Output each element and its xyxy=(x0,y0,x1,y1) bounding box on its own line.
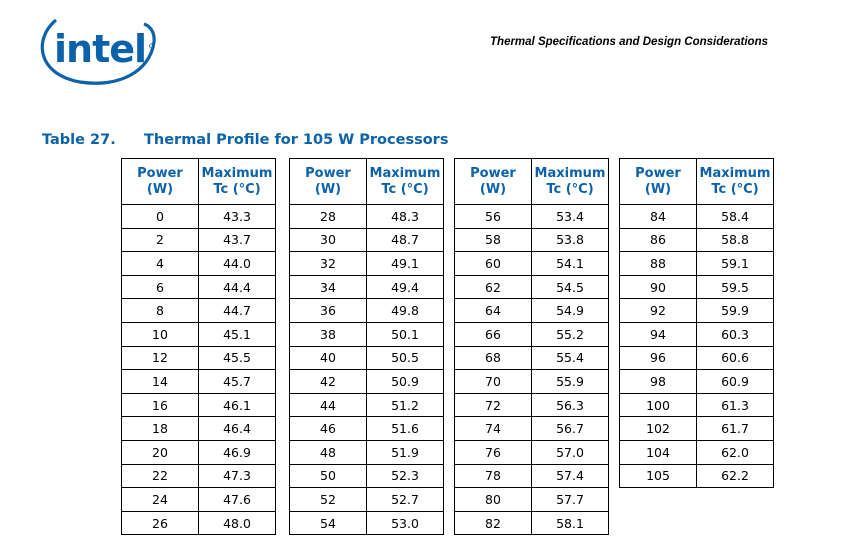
table-row xyxy=(455,511,609,535)
table-row xyxy=(122,228,276,252)
max-tc-cell: 58.4 xyxy=(697,205,774,229)
power-cell: 46 xyxy=(290,417,367,441)
table-row xyxy=(290,464,444,488)
power-column-header xyxy=(455,159,532,205)
power-cell: 36 xyxy=(290,299,367,323)
table-row xyxy=(290,346,444,370)
power-column-header-line: (W) xyxy=(146,181,174,197)
max-tc-column-header-line: Maximum xyxy=(699,165,771,181)
table-row xyxy=(620,346,774,370)
power-cell: 52 xyxy=(290,488,367,512)
thermal-profile-table-3 xyxy=(454,158,609,535)
power-cell: 14 xyxy=(122,370,199,394)
power-cell: 8 xyxy=(122,299,199,323)
power-cell: 6 xyxy=(122,275,199,299)
table-row xyxy=(122,417,276,441)
max-tc-cell: 44.7 xyxy=(199,299,276,323)
max-tc-cell: 45.5 xyxy=(199,346,276,370)
power-cell: 0 xyxy=(122,205,199,229)
table-header-row xyxy=(122,159,276,205)
power-cell: 102 xyxy=(620,417,697,441)
table-row xyxy=(620,370,774,394)
table-row xyxy=(290,370,444,394)
max-tc-cell: 62.0 xyxy=(697,440,774,464)
max-tc-cell: 45.1 xyxy=(199,322,276,346)
table-row xyxy=(122,440,276,464)
table-row xyxy=(620,440,774,464)
max-tc-cell: 59.1 xyxy=(697,252,774,276)
table-row xyxy=(122,488,276,512)
table-row xyxy=(290,440,444,464)
power-column-header-line: (W) xyxy=(644,181,672,197)
table-row xyxy=(122,346,276,370)
power-column-header-line: (W) xyxy=(479,181,507,197)
power-cell: 90 xyxy=(620,275,697,299)
table-row xyxy=(455,440,609,464)
power-cell: 62 xyxy=(455,275,532,299)
max-tc-cell: 45.7 xyxy=(199,370,276,394)
thermal-profile-table-4 xyxy=(619,158,774,488)
power-column-header xyxy=(122,159,199,205)
max-tc-cell: 47.3 xyxy=(199,464,276,488)
table-row xyxy=(455,275,609,299)
table-header-row xyxy=(620,159,774,205)
max-tc-cell: 44.4 xyxy=(199,275,276,299)
max-tc-column-header-line: Tc (°C) xyxy=(546,181,594,197)
table-row xyxy=(455,393,609,417)
table-row xyxy=(455,205,609,229)
power-cell: 80 xyxy=(455,488,532,512)
power-cell: 68 xyxy=(455,346,532,370)
table-row xyxy=(122,393,276,417)
table-row xyxy=(290,488,444,512)
table-row xyxy=(620,299,774,323)
max-tc-cell: 47.6 xyxy=(199,488,276,512)
table-header-row xyxy=(455,159,609,205)
power-cell: 78 xyxy=(455,464,532,488)
max-tc-column-header xyxy=(532,159,609,205)
max-tc-cell: 49.8 xyxy=(367,299,444,323)
table-row xyxy=(455,370,609,394)
power-cell: 100 xyxy=(620,393,697,417)
power-cell: 24 xyxy=(122,488,199,512)
max-tc-cell: 54.1 xyxy=(532,252,609,276)
power-column-header xyxy=(620,159,697,205)
power-cell: 26 xyxy=(122,511,199,535)
power-cell: 94 xyxy=(620,322,697,346)
document-header-title: Thermal Specifications and Design Considerations xyxy=(490,36,768,48)
max-tc-cell: 53.4 xyxy=(532,205,609,229)
max-tc-cell: 51.6 xyxy=(367,417,444,441)
max-tc-cell: 59.9 xyxy=(697,299,774,323)
max-tc-cell: 51.2 xyxy=(367,393,444,417)
max-tc-cell: 52.3 xyxy=(367,464,444,488)
table-row xyxy=(122,464,276,488)
power-cell: 54 xyxy=(290,511,367,535)
table-row xyxy=(620,275,774,299)
table-row xyxy=(122,275,276,299)
max-tc-cell: 55.4 xyxy=(532,346,609,370)
intel-logo-text: intel xyxy=(54,27,147,71)
max-tc-cell: 58.1 xyxy=(532,511,609,535)
table-row xyxy=(290,393,444,417)
table-header-row xyxy=(290,159,444,205)
table-row xyxy=(455,346,609,370)
table-row xyxy=(455,322,609,346)
max-tc-column-header-line: Tc (°C) xyxy=(213,181,261,197)
table-row xyxy=(122,322,276,346)
table-row xyxy=(620,464,774,488)
table-row xyxy=(290,252,444,276)
power-cell: 20 xyxy=(122,440,199,464)
thermal-profile-table-2 xyxy=(289,158,444,535)
max-tc-cell: 59.5 xyxy=(697,275,774,299)
power-cell: 96 xyxy=(620,346,697,370)
power-cell: 10 xyxy=(122,322,199,346)
table-row xyxy=(290,299,444,323)
power-cell: 18 xyxy=(122,417,199,441)
power-cell: 42 xyxy=(290,370,367,394)
power-column-header-line: Power xyxy=(305,165,351,181)
power-cell: 72 xyxy=(455,393,532,417)
table-row xyxy=(290,228,444,252)
power-cell: 92 xyxy=(620,299,697,323)
power-cell: 34 xyxy=(290,275,367,299)
max-tc-cell: 52.7 xyxy=(367,488,444,512)
thermal-profile-table-1 xyxy=(121,158,276,535)
power-cell: 84 xyxy=(620,205,697,229)
table-row xyxy=(290,322,444,346)
max-tc-cell: 60.6 xyxy=(697,346,774,370)
max-tc-cell: 50.5 xyxy=(367,346,444,370)
power-cell: 38 xyxy=(290,322,367,346)
power-cell: 50 xyxy=(290,464,367,488)
max-tc-column-header-line: Tc (°C) xyxy=(711,181,759,197)
max-tc-cell: 51.9 xyxy=(367,440,444,464)
table-row xyxy=(290,417,444,441)
table-row xyxy=(290,511,444,535)
table-row xyxy=(290,205,444,229)
power-cell: 74 xyxy=(455,417,532,441)
power-cell: 86 xyxy=(620,228,697,252)
table-row xyxy=(620,252,774,276)
power-cell: 28 xyxy=(290,205,367,229)
max-tc-cell: 54.9 xyxy=(532,299,609,323)
max-tc-cell: 53.0 xyxy=(367,511,444,535)
max-tc-column-header-line: Tc (°C) xyxy=(381,181,429,197)
max-tc-cell: 57.4 xyxy=(532,464,609,488)
max-tc-cell: 62.2 xyxy=(697,464,774,488)
power-cell: 105 xyxy=(620,464,697,488)
power-cell: 104 xyxy=(620,440,697,464)
max-tc-cell: 61.3 xyxy=(697,393,774,417)
max-tc-cell: 48.7 xyxy=(367,228,444,252)
max-tc-cell: 54.5 xyxy=(532,275,609,299)
table-row xyxy=(620,322,774,346)
table-row xyxy=(455,252,609,276)
table-row xyxy=(620,393,774,417)
table-row xyxy=(122,205,276,229)
max-tc-cell: 50.9 xyxy=(367,370,444,394)
power-cell: 64 xyxy=(455,299,532,323)
max-tc-cell: 46.1 xyxy=(199,393,276,417)
max-tc-cell: 57.0 xyxy=(532,440,609,464)
power-cell: 40 xyxy=(290,346,367,370)
max-tc-column-header-line: Maximum xyxy=(534,165,606,181)
max-tc-cell: 55.9 xyxy=(532,370,609,394)
max-tc-column-header-line: Maximum xyxy=(201,165,273,181)
power-cell: 56 xyxy=(455,205,532,229)
power-cell: 22 xyxy=(122,464,199,488)
power-column-header-line: Power xyxy=(470,165,516,181)
power-cell: 76 xyxy=(455,440,532,464)
power-cell: 98 xyxy=(620,370,697,394)
max-tc-cell: 48.3 xyxy=(367,205,444,229)
table-caption xyxy=(42,132,448,148)
max-tc-cell: 48.0 xyxy=(199,511,276,535)
power-cell: 82 xyxy=(455,511,532,535)
max-tc-cell: 61.7 xyxy=(697,417,774,441)
table-row xyxy=(122,511,276,535)
power-column-header-line: Power xyxy=(635,165,681,181)
max-tc-cell: 49.4 xyxy=(367,275,444,299)
table-row xyxy=(455,488,609,512)
power-cell: 2 xyxy=(122,228,199,252)
power-cell: 58 xyxy=(455,228,532,252)
table-title: Thermal Profile for 105 W Processors xyxy=(144,132,449,148)
max-tc-cell: 53.8 xyxy=(532,228,609,252)
max-tc-cell: 58.8 xyxy=(697,228,774,252)
max-tc-cell: 50.1 xyxy=(367,322,444,346)
table-row xyxy=(455,299,609,323)
max-tc-cell: 44.0 xyxy=(199,252,276,276)
table-row xyxy=(290,275,444,299)
table-number: Table 27. xyxy=(42,132,116,148)
max-tc-cell: 60.9 xyxy=(697,370,774,394)
max-tc-cell: 43.3 xyxy=(199,205,276,229)
power-cell: 66 xyxy=(455,322,532,346)
table-row xyxy=(455,417,609,441)
max-tc-cell: 56.3 xyxy=(532,393,609,417)
max-tc-cell: 43.7 xyxy=(199,228,276,252)
table-row xyxy=(122,299,276,323)
max-tc-column-header-line: Maximum xyxy=(369,165,441,181)
max-tc-cell: 49.1 xyxy=(367,252,444,276)
power-column-header xyxy=(290,159,367,205)
table-row xyxy=(455,228,609,252)
max-tc-cell: 46.9 xyxy=(199,440,276,464)
table-row xyxy=(122,252,276,276)
table-row xyxy=(620,205,774,229)
table-row xyxy=(455,464,609,488)
max-tc-column-header xyxy=(697,159,774,205)
max-tc-column-header xyxy=(367,159,444,205)
power-column-header-line: (W) xyxy=(314,181,342,197)
table-row xyxy=(620,417,774,441)
power-cell: 32 xyxy=(290,252,367,276)
max-tc-cell: 55.2 xyxy=(532,322,609,346)
table-row xyxy=(122,370,276,394)
power-cell: 12 xyxy=(122,346,199,370)
intel-logo xyxy=(40,12,158,88)
power-column-header-line: Power xyxy=(137,165,183,181)
power-cell: 88 xyxy=(620,252,697,276)
power-cell: 4 xyxy=(122,252,199,276)
power-cell: 30 xyxy=(290,228,367,252)
power-cell: 44 xyxy=(290,393,367,417)
max-tc-column-header xyxy=(199,159,276,205)
max-tc-cell: 46.4 xyxy=(199,417,276,441)
power-cell: 60 xyxy=(455,252,532,276)
table-row xyxy=(620,228,774,252)
max-tc-cell: 60.3 xyxy=(697,322,774,346)
power-cell: 70 xyxy=(455,370,532,394)
power-cell: 48 xyxy=(290,440,367,464)
power-cell: 16 xyxy=(122,393,199,417)
max-tc-cell: 57.7 xyxy=(532,488,609,512)
max-tc-cell: 56.7 xyxy=(532,417,609,441)
